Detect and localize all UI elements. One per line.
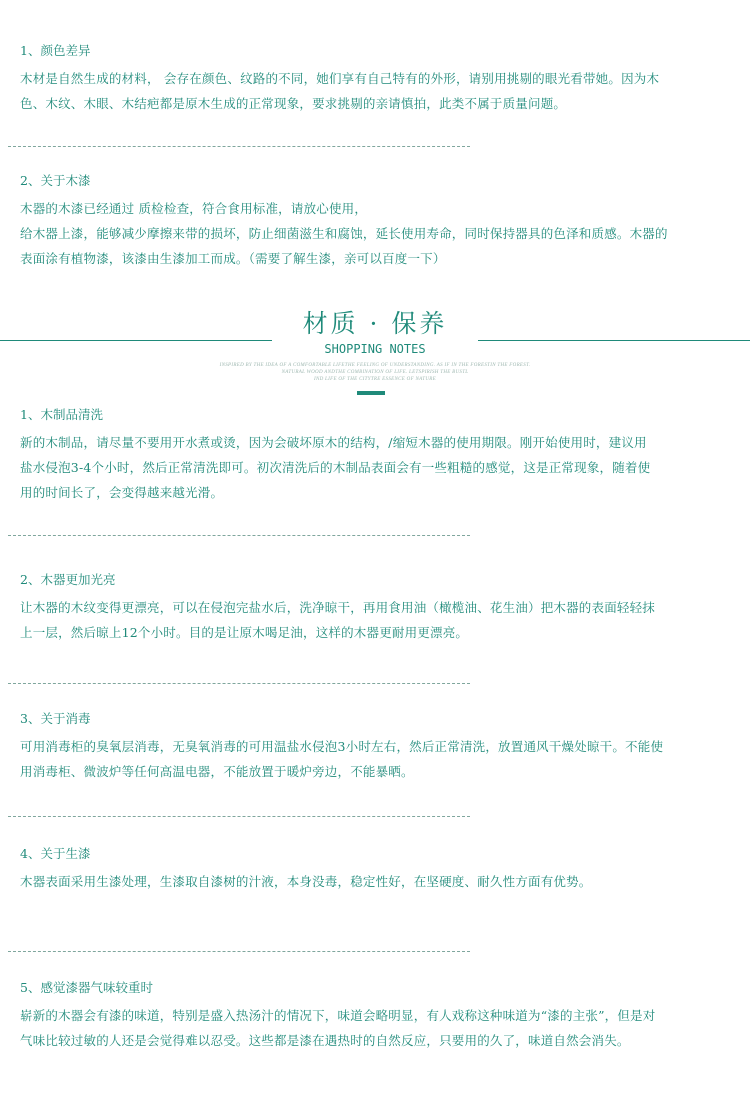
dashed-divider xyxy=(8,683,470,684)
section-heading: 1、木制品清洗 xyxy=(20,407,103,422)
section-heading: 3、关于消毒 xyxy=(20,711,91,726)
section-wood-lacquer xyxy=(20,172,740,271)
section-heading: 1、颜色差异 xyxy=(20,43,91,58)
dashed-divider xyxy=(8,951,470,952)
paragraph-line: 木器表面采用生漆处理，生漆取自漆树的汁液，本身没毒，稳定性好，在坚硬度、耐久性方面有优势。 xyxy=(20,874,592,889)
section-heading: 4、关于生漆 xyxy=(20,846,91,861)
section-color-difference xyxy=(20,42,740,116)
paragraph-line: 给木器上漆，能够减少摩擦来带的损坏，防止细菌滋生和腐蚀，延长使用寿命，同时保持器具的色泽和质感。木器的 xyxy=(20,226,668,241)
paragraph-line: 木材是自然生成的材料， 会存在颜色、纹路的不同，她们享有自己特有的外形，请别用挑剔的眼光看带她。因为木 xyxy=(20,71,660,86)
paragraph-line: 色、木纹、木眼、木结疤都是原木生成的正常现象，要求挑剔的亲请慎拍，此类不属于质量问题。 xyxy=(20,96,567,111)
section-heading: 2、木器更加光亮 xyxy=(20,572,116,587)
dashed-divider xyxy=(8,535,470,536)
paragraph-line: 新的木制品，请尽量不要用开水煮或烫，因为会破坏原木的结构，/缩短木器的使用期限。刚开始使用时，建议用 xyxy=(20,435,647,450)
paragraph-line: 让木器的木纹变得更漂亮，可以在侵泡完盐水后，洗净晾干，再用食用油（橄榄油、花生油）把木器的表面轻轻抹 xyxy=(20,600,656,615)
paragraph-line: 用的时间长了，会变得越来越光滑。 xyxy=(20,485,224,500)
title-accent-bar xyxy=(357,391,385,395)
dashed-divider xyxy=(8,146,470,147)
section-lacquer-odor xyxy=(20,979,740,1053)
paragraph-line: 上一层，然后晾上12个小时。目的是让原木喝足油，这样的木器更耐用更漂亮。 xyxy=(20,625,469,640)
paragraph-line: 崭新的木器会有漆的味道，特别是盛入热汤汁的情况下，味道会略明显，有人戏称这种味道为“漆的主张”，但是对 xyxy=(20,1008,656,1023)
paragraph-line: 用消毒柜、微波炉等任何高温电器，不能放置于暖炉旁边，不能暴晒。 xyxy=(20,764,414,779)
paragraph-line: 表面涂有植物漆，该漆由生漆加工而成。（需要了解生漆，亲可以百度一下） xyxy=(20,251,446,266)
fine-print-line: INSPIRED BY THE IDEA OF A COMFORTABLE LIFETHE FEELING OF UNDERSTANDING. AS IF IN THE FORESTIN THE FOREST. xyxy=(219,363,531,368)
paragraph-line: 盐水侵泡3-4个小时，然后正常清洗即可。初次清洗后的木制品表面会有一些粗糙的感觉，这是正常现象，随着使 xyxy=(20,460,651,475)
title-left-line xyxy=(0,340,272,341)
dashed-divider xyxy=(8,816,470,817)
section-raw-lacquer xyxy=(20,845,740,894)
section-cleaning xyxy=(20,406,740,505)
fine-print-line: IND LIFE OF THE CITYTRE ESSENCE OF NATURE xyxy=(314,377,436,382)
paragraph-line: 可用消毒柜的臭氧层消毒，无臭氧消毒的可用温盐水侵泡3小时左右，然后正常清洗，放置通风干燥处晾干。不能使 xyxy=(20,739,664,754)
title-right-line xyxy=(478,340,750,341)
section-shine xyxy=(20,571,740,645)
section-heading: 5、感觉漆器气味较重时 xyxy=(20,980,153,995)
paragraph-line: 木器的木漆已经通过 质检检查，符合食用标准，请放心使用， xyxy=(20,201,368,216)
section-disinfection xyxy=(20,710,740,784)
title-fine-print xyxy=(180,362,570,383)
paragraph-line: 气味比较过敏的人还是会觉得难以忍受。这些都是漆在遇热时的自然反应，只要用的久了，味道自然会消失。 xyxy=(20,1033,630,1048)
page-subtitle: SHOPPING NOTES xyxy=(324,342,426,356)
page-title: 材质 · 保养 xyxy=(302,309,448,338)
section-title-banner xyxy=(0,300,750,400)
section-heading: 2、关于木漆 xyxy=(20,173,91,188)
fine-print-line: NATURAL WOOD ANDTHE COMBINATION OF LIFE. LETSPIRISH THE BUSTL xyxy=(281,370,469,375)
